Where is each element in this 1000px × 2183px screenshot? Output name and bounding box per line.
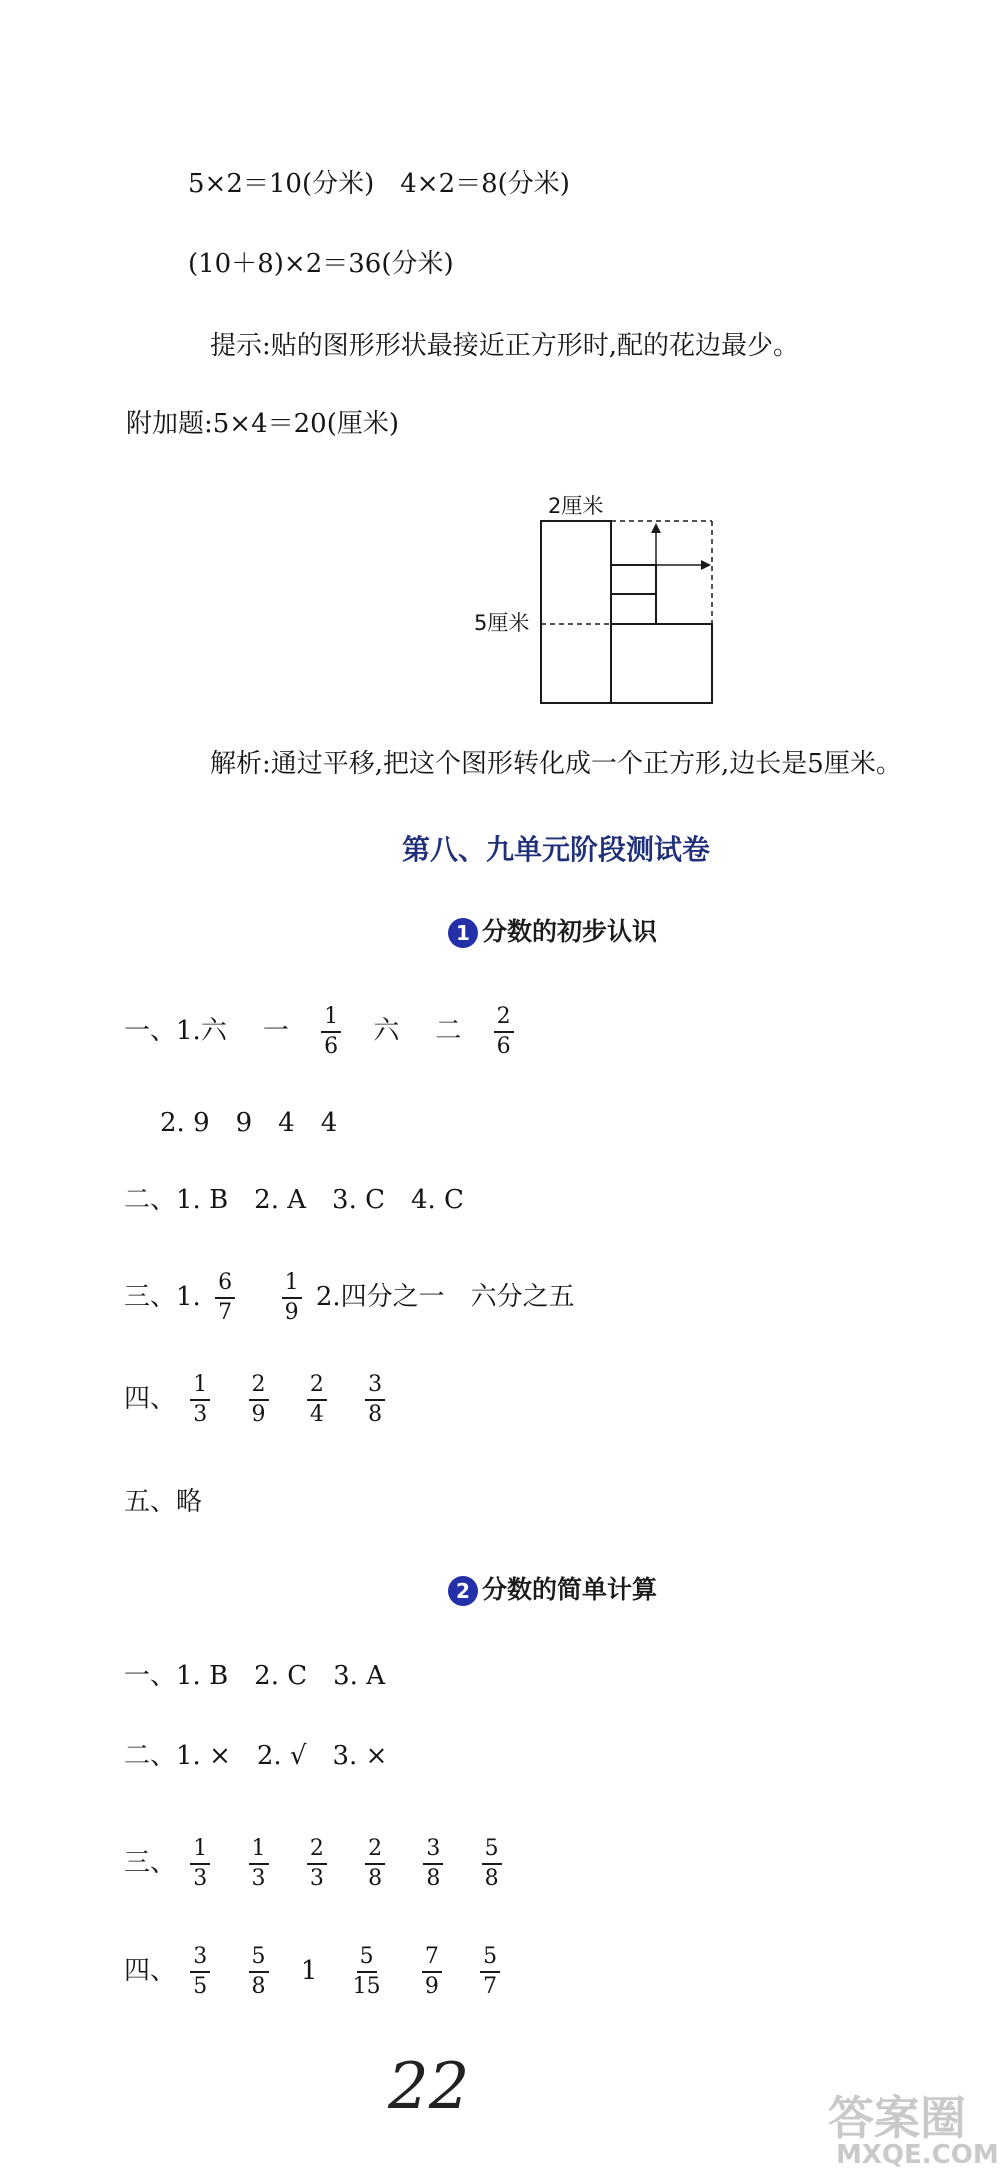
p1-q4: [124, 1372, 391, 1428]
fraction: $\frac{2}{4}$: [307, 1372, 327, 1428]
p1-q1-1-word-4: 二: [435, 1016, 462, 1046]
figure-label-left: 5厘米: [474, 611, 530, 635]
figure-label-top: 2厘米: [548, 494, 604, 518]
part1-heading: [448, 912, 657, 948]
hint-line: 提示:贴的图形形状最接近正方形时,配的花边最少。: [210, 331, 800, 361]
p1-q4-prefix: 四、: [124, 1384, 177, 1414]
fraction: $\frac{3}{5}$: [190, 1944, 210, 2000]
fraction: $\frac{2}{6}$: [494, 1004, 514, 1060]
answer-line-1: 5×2＝10(分米) 4×2＝8(分米): [188, 169, 570, 199]
fraction: $\frac{2}{8}$: [365, 1836, 385, 1892]
p1-q1-1: [124, 1004, 520, 1060]
p1-q3: [124, 1270, 575, 1326]
answer-line-2: (10＋8)×2＝36(分米): [188, 249, 454, 279]
fraction: $\frac{5}{7}$: [480, 1944, 500, 2000]
fraction: $\frac{6}{7}$: [215, 1270, 235, 1326]
part2-badge: 2: [448, 1576, 478, 1606]
fraction: $\frac{2}{3}$: [307, 1836, 327, 1892]
fraction: $\frac{1}{3}$: [190, 1836, 210, 1892]
p2-q4-prefix: 四、: [124, 1956, 177, 1986]
translation-figure: [530, 512, 730, 712]
fraction: $\frac{5}{8}$: [249, 1944, 269, 2000]
p1-q1-1-word-2: 一: [262, 1016, 289, 1046]
fraction: $\frac{5}{15}$: [352, 1944, 381, 1999]
p1-q3-prefix: 三、1.: [124, 1282, 201, 1312]
p1-q1-1-prefix: 一、1.: [124, 1016, 201, 1046]
part1-badge: 1: [448, 918, 478, 948]
fraction: $\frac{1}{3}$: [249, 1836, 269, 1892]
part2-title: 分数的简单计算: [482, 1575, 658, 1604]
p1-q1-1-word-1: 六: [200, 1016, 227, 1046]
p1-q1-2: 2. 9 9 4 4: [160, 1108, 338, 1138]
p1-q3-text: 2.四分之一 六分之五: [315, 1282, 575, 1312]
p2-q4: [124, 1944, 506, 2000]
p2-q2: 二、1. × 2. √ 3. ×: [124, 1741, 388, 1771]
p2-q1: 一、1. B 2. C 3. A: [124, 1661, 385, 1691]
p1-q5: 五、略: [124, 1487, 203, 1517]
p2-q3: [124, 1836, 508, 1892]
section-title: 第八、九单元阶段测试卷: [402, 833, 711, 866]
page-number: 22: [388, 2050, 470, 2124]
fraction: $\frac{3}{8}$: [423, 1836, 443, 1892]
fraction: $\frac{2}{9}$: [249, 1372, 269, 1428]
fraction: $\frac{3}{8}$: [365, 1372, 385, 1428]
explanation-line: 解析:通过平移,把这个图形转化成一个正方形,边长是5厘米。: [210, 749, 902, 779]
bonus-line: 附加题:5×4＝20(厘米): [126, 409, 400, 439]
p1-q1-1-word-3: 六: [373, 1016, 400, 1046]
watermark-logo: 答案圈: [828, 2091, 966, 2145]
fraction: $\frac{7}{9}$: [422, 1944, 442, 2000]
fraction: $\frac{5}{8}$: [482, 1836, 502, 1892]
p2-q4-whole: 1: [300, 1956, 318, 1986]
watermark-url: MXQE.COM: [836, 2140, 999, 2170]
p1-q2: 二、1. B 2. A 3. C 4. C: [124, 1185, 464, 1215]
fraction: $\frac{1}{6}$: [321, 1004, 341, 1060]
fraction: $\frac{1}{9}$: [282, 1270, 302, 1326]
part2-heading: [448, 1570, 657, 1606]
p2-q3-prefix: 三、: [124, 1848, 177, 1878]
fraction: $\frac{1}{3}$: [190, 1372, 210, 1428]
part1-title: 分数的初步认识: [482, 917, 658, 946]
